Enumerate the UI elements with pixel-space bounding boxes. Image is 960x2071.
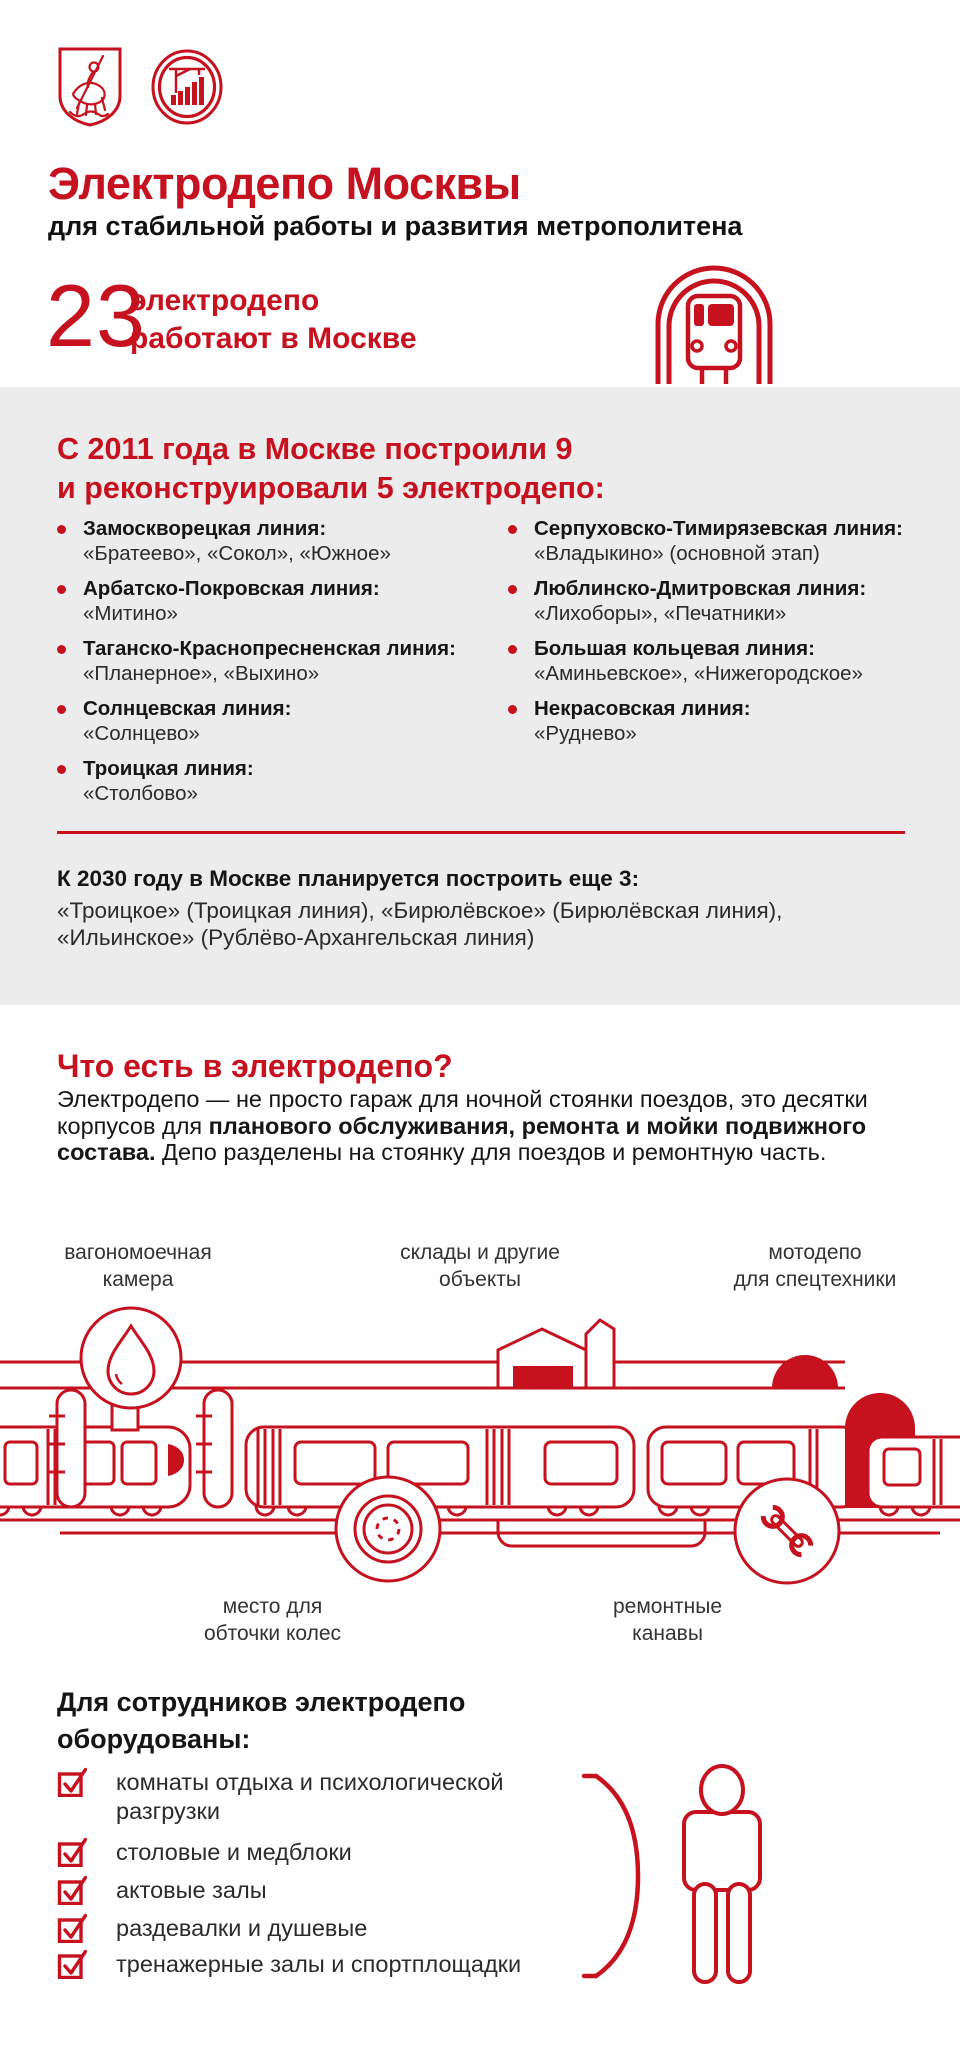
label-wheel-turning: место для обточки колес (203, 1595, 342, 1645)
page-title: Электродепо Москвы (48, 158, 521, 209)
wash-roller (204, 1390, 232, 1507)
staff-heading-line1: Для сотрудников электродепо (57, 1687, 466, 1717)
built-list-left-column (57, 517, 487, 817)
built-list-right-column (508, 517, 938, 757)
wash-roller (57, 1390, 85, 1507)
list-item (508, 637, 938, 686)
built-section-heading (57, 430, 605, 508)
bullet-icon (508, 525, 517, 534)
checkbox-checked-icon (57, 1873, 87, 1905)
bullet-icon (57, 645, 66, 654)
label-motodepo: мотодепо для спецтехники (733, 1241, 897, 1291)
stat-label (130, 282, 417, 358)
depot-names: «Аминьевское», «Нижегородское» (534, 661, 863, 685)
paragraph-text: Депо разделены на стоянку для поездов и ремонтную часть. (155, 1139, 827, 1165)
line-name: Арбатско-Покровская линия: (83, 577, 380, 600)
list-item (508, 697, 938, 746)
list-item (508, 577, 938, 626)
depot-illustration (0, 1292, 960, 1592)
depot-names: «Лихоборы», «Печатники» (534, 601, 787, 625)
checklist-item-label: тренажерные залы и спортплощадки (116, 1951, 522, 1977)
line-name: Некрасовская линия: (534, 697, 751, 720)
wheel-badge (336, 1477, 440, 1581)
label-storage: склады и другие объекты (400, 1241, 560, 1291)
plan-2030-heading: К 2030 году в Москве планируется построить еще 3: (57, 866, 640, 891)
person-icon (664, 1760, 780, 1986)
line-name: Серпуховско-Тимирязевская линия: (534, 517, 903, 540)
paragraph-text: Электродепо — не просто гараж для ночной стоянки поездов, это десятки корпусов для (57, 1086, 868, 1139)
checklist-item-label: раздевалки и душевые (116, 1915, 368, 1941)
tunnel-dome (772, 1355, 838, 1388)
metro-train-tunnel-icon (652, 258, 776, 386)
depot-names: «Солнцево» (83, 721, 200, 745)
what-section-heading: Что есть в электродепо? (57, 1048, 453, 1084)
built-heading-line1: С 2011 года в Москве построили 9 (57, 432, 573, 466)
staff-heading-line2: оборудованы: (57, 1724, 251, 1754)
moscow-coat-of-arms-icon (57, 46, 123, 128)
list-item (508, 517, 938, 566)
depot-names: «Митино» (83, 601, 178, 625)
bullet-icon (57, 525, 66, 534)
checklist-item (57, 1838, 563, 1867)
checklist-item (57, 1768, 563, 1826)
bullet-icon (57, 765, 66, 774)
train-car (246, 1427, 634, 1507)
checkbox-checked-icon (57, 1947, 87, 1979)
plan-2030-line1: «Троицкое» (Троицкая линия), «Бирюлёвское» (Бирюлёвская линия), (57, 898, 783, 923)
staff-section-heading (57, 1684, 465, 1758)
list-item (57, 757, 487, 806)
line-name: Солнцевская линия: (83, 697, 292, 720)
list-item (57, 697, 487, 746)
page-subtitle: для стабильной работы и развития метрополитена (48, 211, 743, 241)
bullet-icon (57, 585, 66, 594)
line-name: Таганско-Краснопресненская линия: (83, 637, 456, 660)
train-car (0, 1427, 190, 1507)
checklist-item-label: актовые залы (116, 1877, 267, 1903)
depot-names: «Планерное», «Выхино» (83, 661, 320, 685)
bullet-icon (508, 585, 517, 594)
bullet-icon (57, 705, 66, 714)
list-item (57, 577, 487, 626)
stat-number: 23 (46, 266, 146, 365)
depot-names: «Руднево» (534, 721, 637, 745)
line-name: Троицкая линия: (83, 757, 254, 780)
bullet-icon (508, 645, 517, 654)
stat-label-line2: работают в Москве (130, 322, 417, 355)
depot-names: «Владыкино» (основной этап) (534, 541, 820, 565)
line-name: Замоскворецкая линия: (83, 517, 327, 540)
checkbox-checked-icon (57, 1911, 87, 1943)
checkbox-checked-icon (57, 1835, 87, 1867)
what-section-paragraph (57, 1086, 892, 1166)
built-heading-line2: и реконструировали 5 электродепо: (57, 471, 605, 505)
checklist-item-label: комнаты отдыха и психологической разгрузки (116, 1769, 504, 1824)
checklist-item (57, 1914, 563, 1943)
line-name: Люблинско-Дмитровская линия: (534, 577, 867, 600)
plan-2030-line2: «Ильинское» (Рублёво-Архангельская линия) (57, 925, 535, 950)
checklist-item (57, 1876, 563, 1905)
depot-names: «Братеево», «Сокол», «Южное» (83, 541, 391, 565)
label-repair-pits: ремонтные канавы (612, 1595, 723, 1645)
checklist-item-label: столовые и медблоки (116, 1839, 352, 1865)
checkbox-checked-icon (57, 1765, 87, 1797)
depot-names: «Столбово» (83, 781, 198, 805)
construction-complex-logo-icon (150, 49, 224, 125)
paragraph-bold-text: планового обслуживания, ремонта и мойки подвижного состава. (57, 1112, 867, 1165)
list-item (57, 637, 487, 686)
checklist-item (57, 1950, 563, 1979)
staff-bracket (576, 1772, 652, 1980)
stat-label-line1: электродепо (130, 284, 320, 317)
bullet-icon (508, 705, 517, 714)
section-divider (57, 831, 905, 834)
line-name: Большая кольцевая линия: (534, 637, 815, 660)
label-wash-chamber: вагономоечная камера (64, 1241, 212, 1291)
list-item (57, 517, 487, 566)
